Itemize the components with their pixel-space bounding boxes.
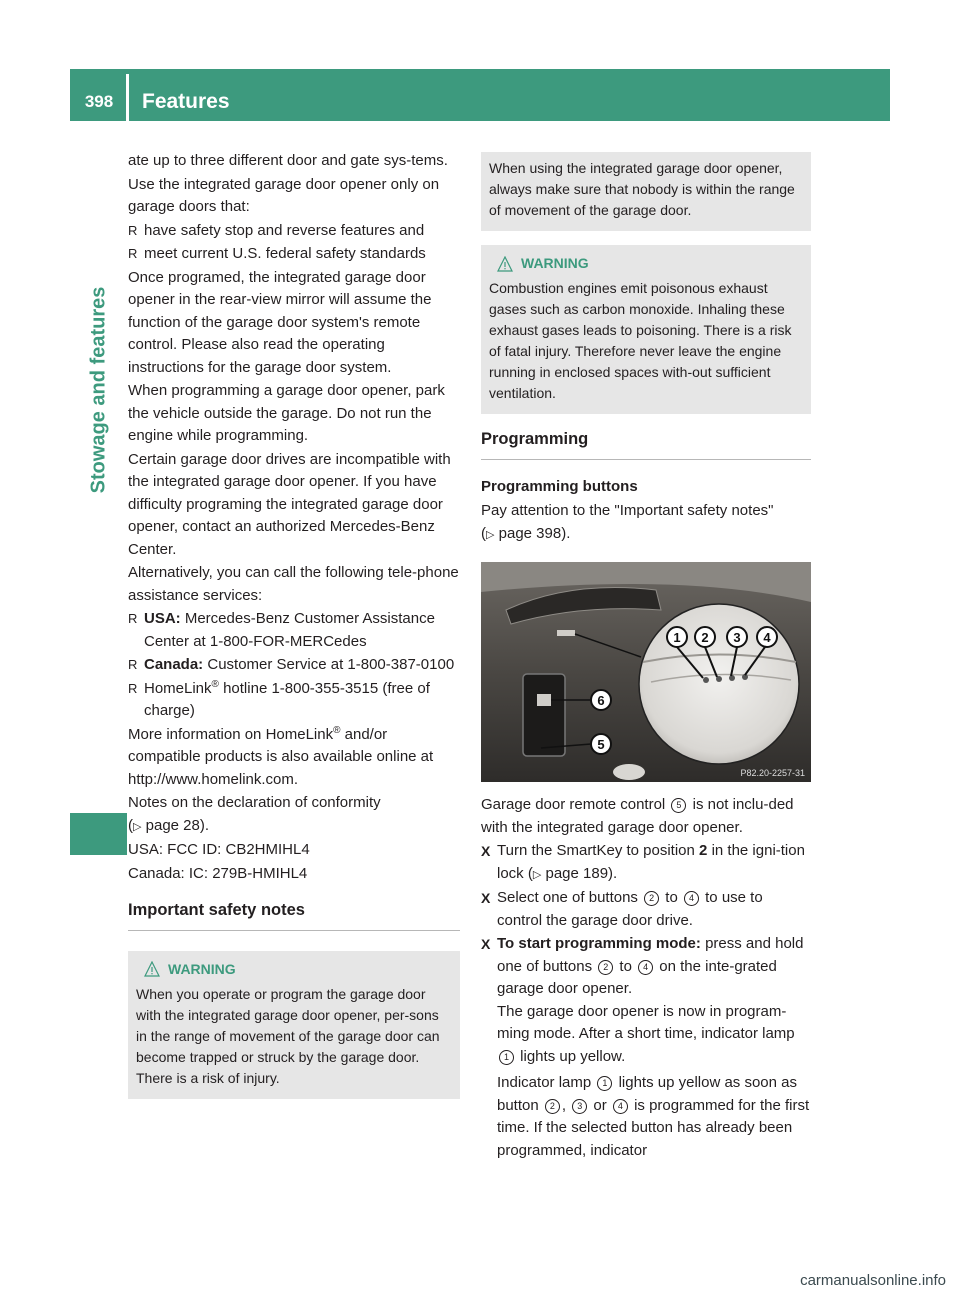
right-column <box>481 152 811 1163</box>
paragraph: Certain garage door drives are incompatible with the integrated garage door opener. If you have difficulty programing the integrated garage door opener, contact an authorized Mercedes-Benz Center. <box>128 450 451 558</box>
warning-header: WARNING <box>136 959 452 980</box>
garage-opener-figure <box>481 562 811 782</box>
instruction-step: X To start programming mode: press and hold one of buttons 2 to 4 on the inte-grated garage door opener. The garage door opener is now in program-ming mode. After a short time, indicator lamp 1 lights up yellow. Indicator lamp 1 lights up yellow as soon as button 2 , 3 or 4 is programmed for the first time. If the selected button has already been programmed, indicator <box>481 935 810 1159</box>
paragraph: Canada: IC: 279B-HMIHL4 <box>128 864 308 882</box>
remote-button <box>537 694 551 706</box>
left-column <box>128 150 460 1113</box>
magnifier-circle <box>639 604 799 764</box>
page-title: Features <box>142 90 230 113</box>
warning-box <box>128 951 460 1099</box>
remote-control <box>523 674 565 756</box>
list-item: R meet current U.S. federal safety standards <box>128 245 426 262</box>
list-item: R Canada: Customer Service at 1-800-387-0100 <box>128 656 455 673</box>
note-text: When using the integrated garage door opener, always make sure that nobody is within the range of movement of the garage door. <box>489 160 795 218</box>
callout-1 <box>667 627 687 647</box>
warning-triangle-icon <box>497 256 513 272</box>
svg-text:2: 2 <box>701 630 709 645</box>
paragraph: Alternatively, you can call the following tele-phone assistance services: <box>128 564 459 604</box>
list-item: R have safety stop and reverse features and <box>128 221 425 239</box>
air-vent <box>613 764 645 780</box>
warning-text: When you operate or program the garage door with the integrated garage door opener, per-sons in the range of movement of the garage door can become trapped or struck by the garage door. There is a risk of injury. <box>136 985 440 1086</box>
svg-text:6: 6 <box>597 693 605 708</box>
section-heading: Important safety notes <box>128 899 460 931</box>
list-item: R USA: Mercedes-Benz Customer Assistance Center at 1-800-FOR-MERCedes <box>128 610 435 650</box>
callout-4 <box>757 627 777 647</box>
paragraph: Notes on the declaration of conformity (▷ page 28). <box>128 794 381 834</box>
callout-6 <box>591 690 611 710</box>
warning-text: Combustion engines emit poisonous exhaust gases such as carbon monoxide. Inhaling these exhaust gases leads to poisoning. There is a risk of fatal injury. Therefore never leave the engine running in enclosed spaces with-out sufficient ventilation. <box>489 280 792 401</box>
callout-2 <box>695 627 715 647</box>
mirror-buttons-area <box>557 630 575 636</box>
header-divider <box>126 74 129 121</box>
page-number: 398 <box>84 92 114 111</box>
warning-triangle-icon <box>144 961 160 977</box>
instruction-step: X Select one of buttons 2 to 4 to use to control the garage door drive. <box>481 889 763 929</box>
callout-5 <box>591 734 611 754</box>
note-box <box>481 152 811 231</box>
section-heading: Programming <box>481 428 811 460</box>
side-tab-marker <box>70 813 127 855</box>
list-item: R HomeLink® hotline 1-800-355-3515 (free of charge) <box>128 678 430 719</box>
paragraph: When programming a garage door opener, park the vehicle outside the garage. Do not run the engine while programming. <box>128 382 445 444</box>
callout-3 <box>727 627 747 647</box>
paragraph: USA: FCC ID: CB2HMIHL4 <box>128 841 310 858</box>
svg-text:5: 5 <box>597 737 605 752</box>
paragraph: ate up to three different door and gate sys-tems. <box>128 152 448 169</box>
paragraph: More information on HomeLink® and/or compatible products is also available online at http://www.homelink.com. <box>128 724 434 788</box>
svg-text:1: 1 <box>673 630 681 645</box>
svg-text:3: 3 <box>733 630 741 645</box>
paragraph: Pay attention to the "Important safety notes" (▷ page 398). <box>481 502 774 542</box>
subheading: Programming buttons <box>481 477 638 495</box>
page-reference-link[interactable]: page 189). <box>545 864 618 882</box>
warning-box <box>481 245 811 414</box>
paragraph: Once programed, the integrated garage door opener in the rear-view mirror will assume the function of the garage door system's remote control. Please also read the operating instructions for the garage door system. <box>128 268 432 376</box>
svg-text:4: 4 <box>763 630 771 645</box>
paragraph: Garage door remote control 5 is not inclu-ded with the integrated garage door opener. <box>481 796 794 836</box>
instruction-step: X Turn the SmartKey to position 2 in the igni-tion lock (▷ page 189). <box>481 842 805 882</box>
footer-site-watermark: carmanualsonline.info <box>800 1272 946 1289</box>
page-reference-link[interactable]: page 398). <box>498 524 571 542</box>
paragraph: Use the integrated garage door opener only on garage doors that: <box>128 175 440 215</box>
figure-code: P82.20-2257-31 <box>740 768 805 778</box>
side-tab-label: Stowage and features <box>87 286 110 494</box>
warning-header: WARNING <box>489 253 803 274</box>
page-reference-link[interactable]: page 28). <box>145 816 210 834</box>
